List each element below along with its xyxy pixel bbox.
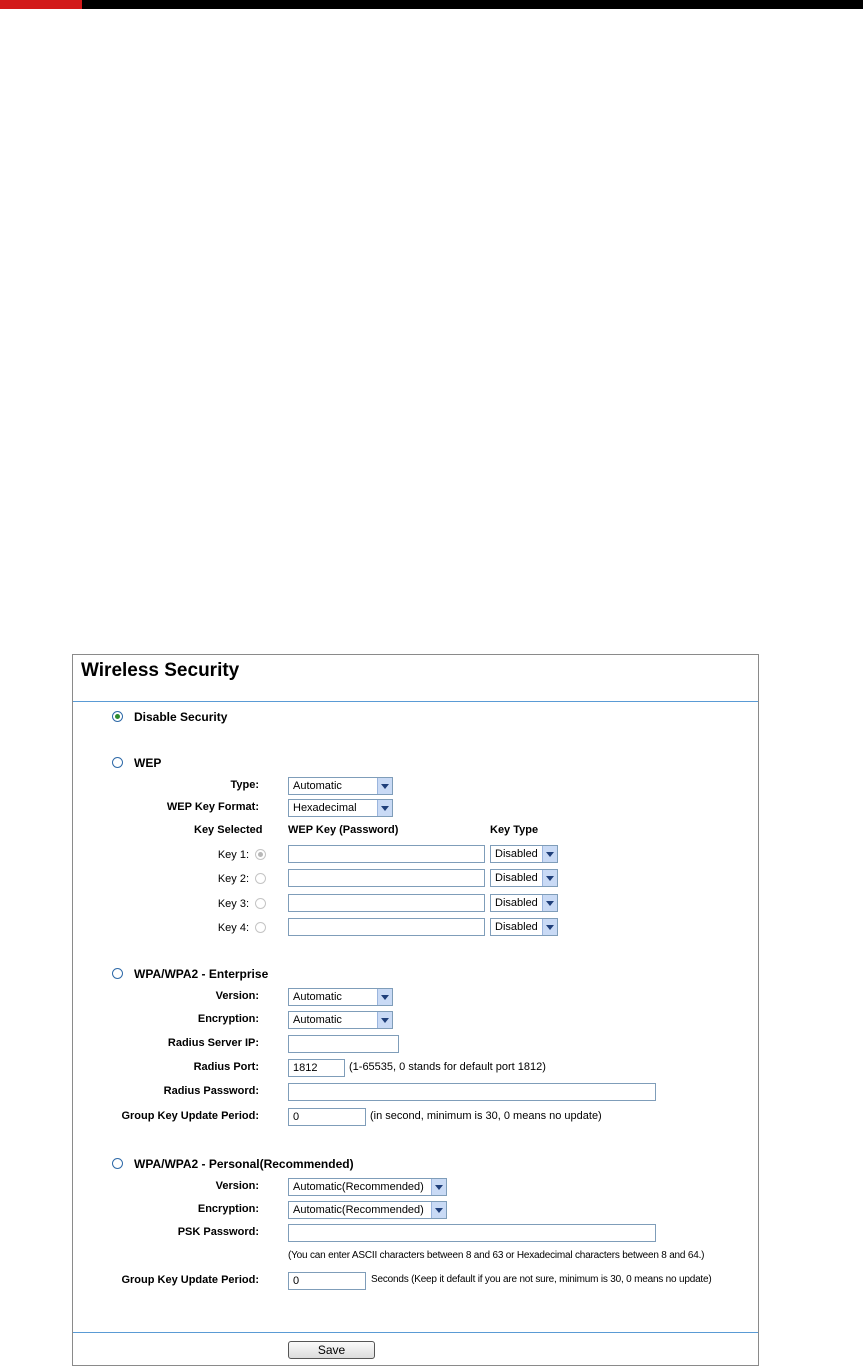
wep-type-label: Type: [230,779,259,791]
enterprise-group-key-note: (in second, minimum is 30, 0 means no update) [370,1110,602,1122]
personal-encryption-select[interactable] [288,1201,447,1219]
chevron-down-icon [377,1012,392,1028]
chevron-down-icon [377,778,392,794]
psk-password-note: (You can enter ASCII characters between 8 and 63 or Hexadecimal characters between 8 and 64.) [288,1250,705,1261]
key2-radio[interactable] [255,873,266,884]
enterprise-version-value: Automatic [293,991,342,1003]
chevron-down-icon [431,1179,446,1195]
key4-type-value: Disabled [495,921,538,933]
document-header-bar [0,0,863,9]
col-key-selected: Key Selected [194,824,263,836]
psk-password-input[interactable] [288,1224,656,1242]
psk-password-label: PSK Password: [177,1226,259,1238]
key3-type-value: Disabled [495,897,538,909]
key4-label: Key 4: [217,922,249,934]
wep-radio[interactable] [112,757,123,768]
radius-password-label: Radius Password: [163,1085,259,1097]
chevron-down-icon [542,895,557,911]
personal-group-key-note: Seconds (Keep it default if you are not sure, minimum is 30, 0 means no update) [371,1274,712,1285]
wep-format-value: Hexadecimal [293,802,357,814]
key1-radio[interactable] [255,849,266,860]
wireless-security-panel [72,654,759,1366]
key1-label: Key 1: [217,849,249,861]
key2-type-select[interactable] [490,869,558,887]
wep-format-select[interactable] [288,799,393,817]
disable-security-label: Disable Security [134,710,228,724]
col-wep-key: WEP Key (Password) [288,824,399,836]
personal-radio[interactable] [112,1158,123,1169]
key2-type-value: Disabled [495,872,538,884]
enterprise-encryption-label: Encryption: [197,1013,259,1025]
page-title: Wireless Security [81,660,240,681]
enterprise-encryption-value: Automatic [293,1014,342,1026]
enterprise-radio[interactable] [112,968,123,979]
footer-divider [73,1332,758,1333]
key4-radio[interactable] [255,922,266,933]
header-accent [0,0,82,9]
radius-server-ip-input[interactable] [288,1035,399,1053]
key1-type-value: Disabled [495,848,538,860]
chevron-down-icon [542,919,557,935]
key4-type-select[interactable] [490,918,558,936]
key3-radio[interactable] [255,898,266,909]
enterprise-group-key-label: Group Key Update Period: [121,1110,259,1122]
personal-group-key-input[interactable]: 0 [288,1272,366,1290]
enterprise-group-key-input[interactable]: 0 [288,1108,366,1126]
personal-version-label: Version: [215,1180,259,1192]
radius-password-input[interactable] [288,1083,656,1101]
radius-port-note: (1-65535, 0 stands for default port 1812) [349,1061,546,1073]
key3-label: Key 3: [217,898,249,910]
wep-type-value: Automatic [293,780,342,792]
radius-port-label: Radius Port: [193,1061,259,1073]
personal-version-value: Automatic(Recommended) [293,1181,424,1193]
disable-security-radio[interactable] [112,711,123,722]
key3-input[interactable] [288,894,485,912]
enterprise-encryption-select[interactable] [288,1011,393,1029]
chevron-down-icon [377,800,392,816]
col-key-type: Key Type [490,824,539,836]
key2-input[interactable] [288,869,485,887]
title-divider [73,701,758,702]
personal-encryption-label: Encryption: [197,1203,259,1215]
personal-label: WPA/WPA2 - Personal(Recommended) [134,1157,354,1171]
radius-port-input[interactable]: 1812 [288,1059,345,1077]
save-button[interactable]: Save [288,1341,375,1359]
enterprise-label: WPA/WPA2 - Enterprise [134,967,269,981]
key3-type-select[interactable] [490,894,558,912]
key4-input[interactable] [288,918,485,936]
enterprise-version-label: Version: [215,990,259,1002]
personal-group-key-label: Group Key Update Period: [121,1274,259,1286]
chevron-down-icon [542,870,557,886]
key1-type-select[interactable] [490,845,558,863]
chevron-down-icon [377,989,392,1005]
key1-input[interactable] [288,845,485,863]
personal-version-select[interactable] [288,1178,447,1196]
key2-label: Key 2: [217,873,249,885]
wep-label: WEP [134,756,162,770]
chevron-down-icon [542,846,557,862]
wep-type-select[interactable] [288,777,393,795]
enterprise-version-select[interactable] [288,988,393,1006]
personal-encryption-value: Automatic(Recommended) [293,1204,424,1216]
chevron-down-icon [431,1202,446,1218]
radius-server-ip-label: Radius Server IP: [167,1037,259,1049]
wep-format-label: WEP Key Format: [166,801,259,813]
